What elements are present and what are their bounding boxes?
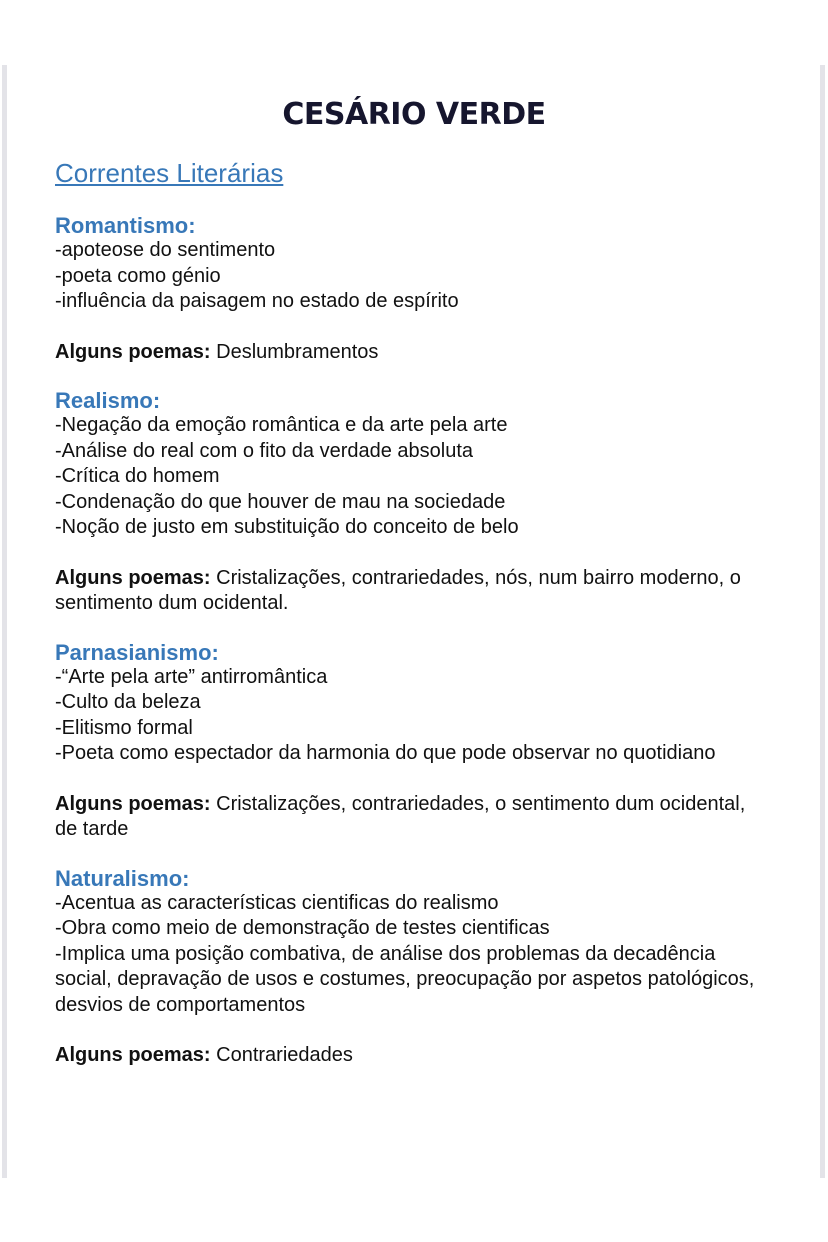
section-naturalismo: [55, 866, 755, 1069]
list-item: -Crítica do homem: [55, 465, 220, 487]
document-page: [0, 65, 828, 1178]
heading-naturalismo: Naturalismo:: [55, 865, 190, 891]
heading-romantismo: Romantismo:: [55, 213, 196, 238]
document-title: CESÁRIO VERDE: [282, 97, 546, 132]
poems-list: Cristalizações, contrariedades, nós, num bairro moderno, o sentimento dum ocidental.: [55, 566, 741, 614]
heading-parnasianismo: Parnasianismo:: [55, 639, 219, 665]
list-item: -apoteose do sentimento: [55, 239, 276, 261]
list-item: -Culto da beleza: [55, 691, 201, 713]
poems-list: Deslumbramentos: [210, 340, 379, 363]
list-item: -Noção de justo em substituição do conceito de belo: [55, 516, 519, 538]
poems-list: Contrariedades: [210, 1044, 353, 1066]
poems-list: Cristalizações, contrariedades, o sentimento dum ocidental, de tarde: [55, 792, 746, 840]
list-item: -Implica uma posição combativa, de análise dos problemas da decadência social, depravação de usos e costumes, preocupação por aspetos patológicos, desvios de comportamentos: [55, 942, 755, 1016]
poems-label: Alguns poemas:: [55, 566, 211, 589]
list-item: -Negação da emoção romântica e da arte pela arte: [55, 414, 508, 436]
poems-label: Alguns poemas:: [55, 1044, 211, 1066]
list-item: -Obra como meio de demonstração de testes cientificas: [55, 917, 550, 939]
poems-line: [55, 566, 755, 617]
document-body: [55, 157, 755, 1092]
section-parnasianismo: [55, 640, 755, 843]
section-romantismo: [55, 213, 755, 365]
list-item: -Condenação do que houver de mau na sociedade: [55, 490, 506, 513]
heading-realismo: Realismo:: [55, 388, 161, 413]
list-item: -Acentua as características cientificas do realismo: [55, 891, 499, 914]
list-item: -Elitismo formal: [55, 716, 193, 739]
section-title-correntes: Correntes Literárias: [55, 158, 284, 188]
poems-label: Alguns poemas:: [55, 340, 211, 363]
section-realismo: [55, 388, 755, 617]
list-item: -“Arte pela arte” antirromântica: [55, 665, 328, 688]
list-item: -poeta como génio: [55, 264, 221, 287]
list-item: -Análise do real com o fito da verdade absoluta: [55, 439, 474, 462]
poems-line: [55, 340, 755, 366]
list-item: -influência da paisagem no estado de espírito: [55, 290, 459, 312]
poems-label: Alguns poemas:: [55, 792, 211, 815]
list-item: -Poeta como espectador da harmonia do que pode observar no quotidiano: [55, 742, 716, 764]
poems-line: [55, 1043, 755, 1069]
poems-line: [55, 792, 755, 843]
